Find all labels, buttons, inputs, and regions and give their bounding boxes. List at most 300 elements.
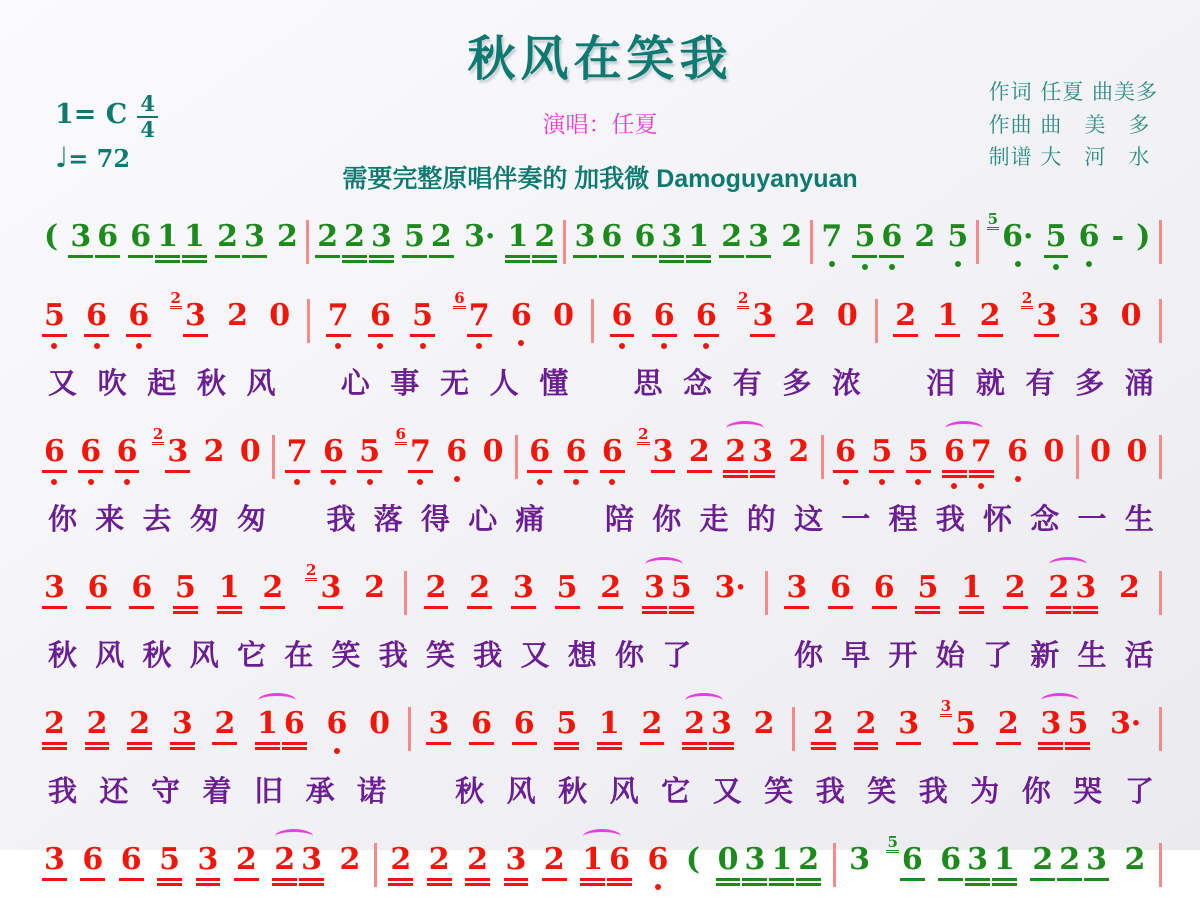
note — [114, 435, 141, 468]
note-glyph: 2 — [997, 706, 1019, 741]
note-group — [645, 843, 672, 876]
note-group — [1043, 220, 1070, 253]
lyric-char: 吹 — [97, 366, 127, 400]
note-glyph: 6 — [82, 842, 104, 877]
note — [572, 220, 599, 253]
note — [451, 289, 492, 333]
grace-note: 2 — [170, 289, 181, 307]
note — [958, 571, 985, 604]
note-glyph: 5 — [404, 219, 425, 254]
barline — [1159, 435, 1162, 479]
note-group — [480, 435, 507, 468]
note-group — [995, 707, 1022, 740]
note-group — [1002, 571, 1029, 604]
note-group — [156, 843, 183, 876]
note-group — [41, 571, 68, 604]
note — [1004, 435, 1031, 468]
lyric-gap — [409, 769, 433, 810]
barline — [976, 220, 979, 264]
note — [818, 220, 845, 253]
quarter-note-icon: ♩ — [55, 141, 69, 174]
note-group — [783, 571, 810, 604]
note — [878, 220, 905, 253]
note — [645, 843, 672, 876]
lyric-char: 走 — [699, 502, 729, 536]
note — [387, 843, 414, 876]
note-group — [895, 707, 922, 740]
note-glyph: 2 — [641, 706, 663, 741]
lyric-char: 就 — [975, 366, 1005, 400]
note — [792, 299, 819, 332]
note-glyph: 6 — [283, 706, 305, 741]
note-group — [541, 843, 568, 876]
note — [503, 843, 530, 876]
note — [934, 299, 961, 332]
note-group — [554, 571, 581, 604]
lyric-gap — [710, 633, 734, 674]
slur-group — [941, 435, 995, 468]
note-group — [150, 425, 191, 469]
note-group — [1118, 299, 1145, 332]
note — [550, 299, 577, 332]
note — [1116, 571, 1143, 604]
note-group — [41, 220, 61, 253]
note — [668, 571, 695, 604]
note-group — [356, 435, 383, 468]
note-group — [871, 571, 898, 604]
note-group — [1116, 571, 1143, 604]
lyric-char: 笑 — [867, 774, 897, 808]
contact-tagline: 需要完整原唱伴奏的 加我微 Damoguyanyuan — [342, 165, 858, 193]
note-glyph: 1 — [218, 570, 240, 605]
note-group — [237, 435, 264, 468]
note — [722, 435, 749, 468]
note-glyph: 3 — [752, 298, 774, 333]
note-group — [366, 707, 393, 740]
note — [41, 571, 68, 604]
note — [606, 843, 633, 876]
lyric-char: 念 — [683, 366, 713, 400]
lyric-char: 浓 — [831, 366, 861, 400]
note-glyph: 3 — [171, 706, 193, 741]
note-group — [810, 707, 837, 740]
note-group — [553, 707, 580, 740]
note-group — [511, 707, 538, 740]
note-glyph: 6 — [835, 434, 856, 469]
note-glyph: 6 — [873, 570, 895, 605]
note-glyph: 0 — [1090, 434, 1112, 469]
note-group — [834, 299, 861, 332]
note — [195, 843, 222, 876]
note-glyph: 3 — [748, 219, 770, 254]
note-group — [905, 435, 932, 468]
lyric-char: 笑 — [426, 638, 456, 672]
slur-group — [1037, 707, 1091, 740]
note-group — [751, 707, 778, 740]
note-glyph: 5 — [1067, 706, 1089, 741]
note-group — [1087, 435, 1114, 468]
lyric-char: 我 — [918, 774, 948, 808]
note-glyph: 0 — [269, 298, 291, 333]
note — [1040, 435, 1067, 468]
lyric-gap — [284, 497, 308, 538]
note-glyph: 2 — [430, 219, 452, 254]
note — [172, 571, 199, 604]
note-line — [40, 289, 1162, 345]
note — [508, 299, 535, 332]
note-glyph: 5 — [359, 434, 381, 469]
grace-note: 5 — [887, 833, 898, 851]
note — [281, 707, 308, 740]
note-group — [468, 707, 495, 740]
credit-transcriber: 制谱 大 河 水 — [988, 145, 1151, 170]
note-glyph: 0 — [369, 706, 391, 741]
barline — [563, 220, 566, 264]
note-glyph: 6 — [634, 219, 656, 254]
note — [1029, 843, 1056, 876]
note-glyph: 2 — [469, 570, 491, 605]
lyric-gap — [563, 497, 587, 538]
note-glyph: 2 — [214, 706, 236, 741]
note-glyph: 7 — [409, 434, 431, 469]
note-group — [958, 571, 985, 604]
note-group — [572, 220, 626, 253]
note-group — [818, 220, 845, 253]
lyric-char: 了 — [1124, 774, 1154, 808]
note-glyph: 6· — [1002, 219, 1034, 254]
lyric-char: 涌 — [1124, 366, 1154, 400]
note — [686, 435, 713, 468]
barline — [765, 571, 768, 615]
note-glyph: 5 — [44, 298, 65, 333]
note-line — [40, 561, 1162, 617]
barline — [404, 571, 407, 615]
note-line — [40, 210, 1162, 266]
note-glyph: 7 — [327, 298, 349, 333]
note-glyph: 6 — [510, 298, 532, 333]
note-glyph: 2 — [390, 842, 412, 877]
note-glyph: 0 — [717, 842, 739, 877]
note-glyph: 6 — [601, 219, 623, 254]
note-group — [303, 561, 344, 605]
note-group — [211, 707, 238, 740]
note-group — [172, 571, 199, 604]
note-group — [67, 220, 121, 253]
note — [718, 220, 745, 253]
note — [693, 299, 720, 332]
note-glyph: 3 — [711, 706, 732, 741]
grace-note: 6 — [395, 425, 406, 443]
note-glyph: 1 — [507, 219, 529, 254]
note-glyph: 1 — [771, 842, 793, 877]
note-glyph: 1 — [157, 219, 179, 254]
lyric-char: 秋 — [196, 366, 226, 400]
lyric-char: 秋 — [558, 774, 588, 808]
lyric-char: 了 — [982, 638, 1012, 672]
note-group — [715, 843, 823, 876]
note-glyph: 6 — [513, 706, 535, 741]
note — [409, 299, 436, 332]
note — [425, 707, 452, 740]
lyric-char: 心 — [340, 366, 370, 400]
note — [683, 843, 703, 876]
key-label: 1= C — [55, 99, 128, 131]
note-glyph: 3 — [197, 842, 219, 877]
lyric-char: 来 — [95, 502, 125, 536]
note — [977, 299, 1004, 332]
note — [715, 843, 742, 876]
note-glyph: 2 — [86, 706, 108, 741]
note — [504, 220, 531, 253]
note — [324, 707, 351, 740]
note — [1045, 571, 1072, 604]
note-group — [550, 299, 577, 332]
note — [609, 299, 636, 332]
note-glyph: 3 — [786, 570, 808, 605]
note-glyph: 2 — [855, 706, 877, 741]
note-glyph: 6 — [695, 298, 717, 333]
lyrics-line — [40, 769, 1162, 810]
note-glyph: 5 — [917, 570, 939, 605]
note — [510, 571, 537, 604]
note — [233, 843, 260, 876]
lyrics-line — [40, 633, 1162, 674]
note-glyph: 3 — [1078, 298, 1100, 333]
note-group — [387, 843, 414, 876]
note-group — [168, 289, 209, 333]
note — [1076, 220, 1103, 253]
note-group — [1123, 435, 1150, 468]
note-glyph: 2 — [753, 706, 775, 741]
lyrics-line — [40, 497, 1162, 538]
note-glyph: 2 — [534, 219, 556, 254]
note — [241, 220, 268, 253]
note — [314, 220, 341, 253]
barline — [875, 299, 878, 343]
lyric-gap — [882, 361, 906, 402]
note — [531, 220, 558, 253]
note-glyph: 2 — [235, 842, 257, 877]
lyric-char: 一 — [841, 502, 871, 536]
note — [832, 435, 859, 468]
note-glyph: 3 — [512, 570, 534, 605]
note-group — [284, 435, 311, 468]
note-glyph: 0 — [1126, 434, 1148, 469]
note-glyph: 6 — [131, 570, 153, 605]
note-group — [914, 571, 941, 604]
note — [1002, 571, 1029, 604]
note-glyph: 6 — [830, 570, 851, 605]
note — [554, 571, 581, 604]
note-group — [1076, 220, 1103, 253]
note-glyph: 2 — [1032, 842, 1054, 877]
lyric-char: 陪 — [604, 502, 634, 536]
note — [991, 843, 1018, 876]
note-glyph: 5 — [159, 842, 180, 877]
note-group — [785, 435, 812, 468]
note-group — [735, 289, 776, 333]
note-glyph: 3 — [167, 434, 189, 469]
lyric-char: 想 — [567, 638, 597, 672]
note-glyph: 2 — [227, 298, 248, 333]
note — [745, 220, 772, 253]
note-group — [443, 435, 470, 468]
note-group — [503, 843, 530, 876]
lyric-char: 秋 — [142, 638, 172, 672]
note-glyph: 3 — [370, 219, 392, 254]
note-group — [827, 571, 854, 604]
lyric-char: 我 — [326, 502, 356, 536]
note — [366, 707, 393, 740]
note-group — [41, 299, 68, 332]
lyric-char: 你 — [793, 638, 823, 672]
lyric-char: 心 — [468, 502, 498, 536]
note-glyph: 0 — [1043, 434, 1065, 469]
note-glyph: 2 — [543, 842, 565, 877]
note-glyph: 6 — [943, 434, 965, 469]
note-glyph: 6 — [940, 842, 962, 877]
note-group — [401, 220, 455, 253]
note-line — [40, 425, 1162, 481]
note — [341, 220, 368, 253]
tempo-value: = 72 — [68, 144, 131, 173]
note — [1019, 289, 1060, 333]
note — [964, 843, 991, 876]
note — [41, 299, 68, 332]
note-glyph: 3 — [574, 219, 596, 254]
note — [118, 843, 145, 876]
barline — [515, 435, 518, 479]
note-group — [79, 843, 106, 876]
score — [40, 210, 1162, 922]
slur-group — [722, 435, 776, 468]
note-group — [651, 299, 678, 332]
note-glyph: 6 — [322, 434, 344, 469]
note-glyph: 1 — [184, 219, 205, 254]
note-glyph: 6 — [901, 842, 923, 877]
note-glyph: 3 — [967, 842, 989, 877]
note-glyph: 1 — [582, 842, 604, 877]
note — [156, 843, 183, 876]
lyric-char: 我 — [473, 638, 503, 672]
note-glyph: 2 — [684, 706, 706, 741]
note-group — [464, 843, 491, 876]
note — [41, 220, 61, 253]
note-group — [718, 220, 772, 253]
note-glyph: 6 — [87, 570, 109, 605]
note-group — [1075, 299, 1102, 332]
note-glyph: 6 — [326, 706, 348, 741]
grace-note: 2 — [306, 561, 317, 579]
note — [579, 843, 606, 876]
note — [641, 571, 668, 604]
note-glyph: 2 — [600, 570, 622, 605]
note-glyph: 7 — [286, 434, 308, 469]
note — [631, 220, 658, 253]
note-glyph: 2 — [914, 219, 936, 254]
lyric-char: 我 — [815, 774, 845, 808]
note — [1072, 571, 1099, 604]
note-glyph: 2 — [274, 842, 296, 877]
barline — [1159, 571, 1162, 615]
note-group — [83, 299, 110, 332]
lyric-char: 一 — [1077, 502, 1107, 536]
lyric-char: 有 — [732, 366, 762, 400]
note-glyph: 2 — [262, 570, 284, 605]
note — [83, 299, 110, 332]
note-group — [1133, 220, 1153, 253]
lyric-char: 风 — [246, 366, 276, 400]
note-group — [937, 843, 1018, 876]
note — [1118, 299, 1145, 332]
lyric-char: 多 — [782, 366, 812, 400]
note-glyph: 3· — [1109, 706, 1142, 741]
lyric-char: 这 — [793, 502, 823, 536]
note — [85, 571, 112, 604]
lyric-char: 的 — [746, 502, 776, 536]
note-glyph: 6 — [120, 842, 142, 877]
lyric-char: 承 — [305, 774, 335, 808]
grace-note: 6 — [454, 289, 465, 307]
note-glyph: 6 — [565, 434, 587, 469]
note-glyph: 6 — [80, 434, 102, 469]
lyric-char: 活 — [1124, 638, 1154, 672]
note-glyph: 2 — [1119, 570, 1140, 605]
lyric-char: 又 — [712, 774, 742, 808]
note — [1075, 299, 1102, 332]
note-group — [367, 299, 394, 332]
note-group — [128, 571, 155, 604]
note — [749, 435, 776, 468]
note — [150, 425, 191, 469]
note — [541, 843, 568, 876]
note-glyph: 3 — [898, 706, 920, 741]
lyric-char: 得 — [420, 502, 450, 536]
note-glyph: 3 — [643, 570, 665, 605]
note-glyph: 1 — [598, 706, 620, 741]
note — [851, 220, 878, 253]
note — [41, 707, 68, 740]
lyric-char: 你 — [652, 502, 682, 536]
note-glyph: 5 — [947, 219, 969, 254]
note — [681, 707, 708, 740]
note-glyph: 5 — [175, 570, 196, 605]
lyric-char: 生 — [1077, 638, 1107, 672]
note — [968, 435, 995, 468]
note — [810, 707, 837, 740]
note-glyph: 3· — [714, 570, 746, 605]
note-glyph: 2 — [1059, 842, 1081, 877]
note-line — [40, 697, 1162, 753]
lyric-char: 新 — [1030, 638, 1060, 672]
note-group — [631, 220, 712, 253]
lyric-char: 旧 — [254, 774, 284, 808]
note-group — [853, 707, 880, 740]
note — [785, 435, 812, 468]
note — [367, 299, 394, 332]
note — [466, 571, 493, 604]
note — [77, 435, 104, 468]
note-glyph: 3 — [652, 434, 674, 469]
note-glyph: 3 — [301, 842, 322, 877]
note-glyph: 0 — [553, 298, 574, 333]
note — [214, 220, 241, 253]
note-group — [85, 571, 112, 604]
note-glyph: ) — [1136, 219, 1151, 254]
lyric-char: 起 — [147, 366, 177, 400]
note — [827, 571, 854, 604]
lyric-char: 有 — [1025, 366, 1055, 400]
